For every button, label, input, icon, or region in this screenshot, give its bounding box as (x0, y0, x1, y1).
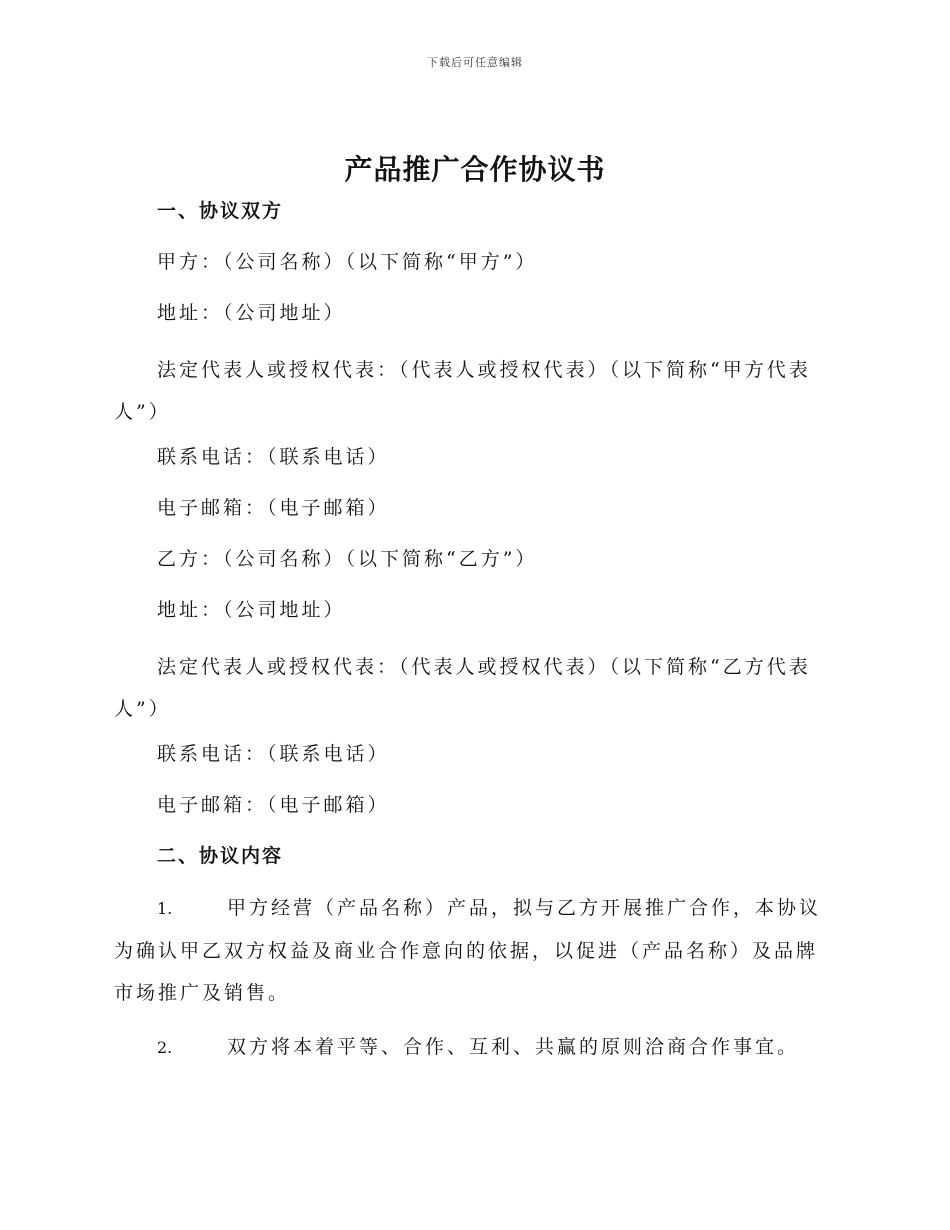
party-b-phone: 联系电话：（联系电话） (157, 743, 390, 765)
agreement-item (114, 1026, 834, 1069)
section-heading-parties: 一、协议双方 (157, 200, 284, 222)
party-a-email: 电子邮箱：（电子邮箱） (157, 497, 390, 519)
party-b-name: 乙方：（公司名称）（以下简称“乙方”） (157, 548, 538, 570)
party-b-representative: 法定代表人或授权代表：（代表人或授权代表）（以下简称“乙方代表人”） (114, 656, 811, 720)
agreement-item (114, 887, 834, 1014)
party-b-email: 电子邮箱：（电子邮箱） (157, 794, 390, 816)
party-b-address: 地址：（公司地址） (157, 599, 346, 621)
document-title: 产品推广合作协议书 (344, 153, 606, 186)
document-body (114, 196, 834, 1069)
item-number: 2. (157, 1038, 173, 1057)
item-text: 双方将本着平等、合作、互利、共赢的原则洽商合作事宜。 (227, 1036, 800, 1058)
header-note: 下载后可任意编辑 (427, 56, 523, 69)
section-heading-content: 二、协议内容 (157, 845, 284, 867)
party-a-address: 地址：（公司地址） (157, 302, 346, 324)
party-a-phone: 联系电话：（联系电话） (157, 446, 390, 468)
party-a-name: 甲方：（公司名称）（以下简称“甲方”） (157, 251, 538, 273)
party-a-representative: 法定代表人或授权代表：（代表人或授权代表）（以下简称“甲方代表人”） (114, 359, 811, 423)
item-number: 1. (157, 899, 173, 918)
item-text: 甲方经营（产品名称）产品，拟与乙方开展推广合作，本协议为确认甲乙双方权益及商业合作意向的依据，以促进（产品名称）及品牌市场推广及销售。 (114, 897, 822, 1004)
